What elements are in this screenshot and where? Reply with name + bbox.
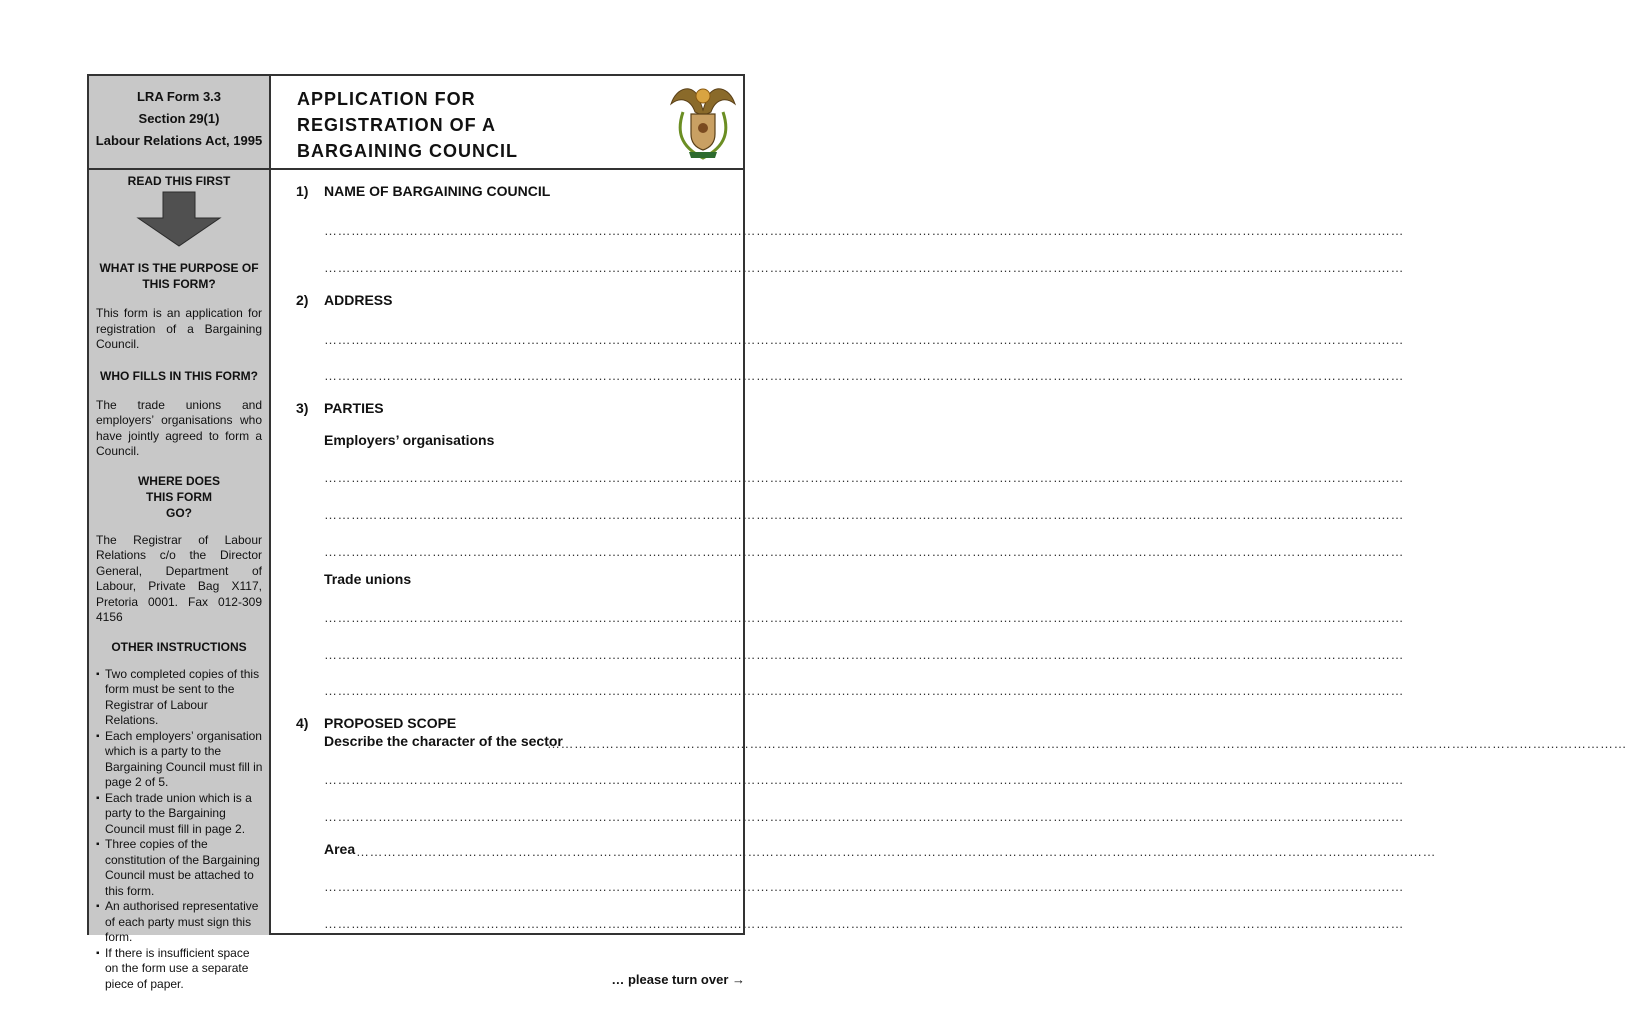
- who-text: The trade unions and employers’ organisations who have jointly agreed to form a Council.: [96, 397, 262, 458]
- who-heading: WHO FILLS IN THIS FORM?: [100, 368, 258, 383]
- section-2-heading: [296, 292, 392, 308]
- section-1-heading: [296, 183, 550, 199]
- sector-description-label: Describe the character of the sector: [324, 733, 563, 749]
- down-arrow-icon: [134, 192, 224, 248]
- area-line-1[interactable]: ……………………………………………………………………………………………………………………………………………………………………………………………………………………: [324, 879, 1404, 894]
- section-label: PROPOSED SCOPE: [324, 715, 457, 731]
- section-label: PARTIES: [324, 400, 384, 416]
- list-item: ▪ Two completed copies of this form must be sent to the Registrar of Labour Relations.: [96, 667, 263, 729]
- form-number: LRA Form 3.3: [136, 89, 222, 104]
- employers-organisations-label: Employers’ organisations: [324, 432, 495, 448]
- sector-line-2[interactable]: ……………………………………………………………………………………………………………………………………………………………………………………………………………………: [324, 809, 1404, 824]
- where-text: The Registrar of Labour Relations c/o the Director General, Department of Labour, Private Bag X117, Pretoria 0001. Fax 012-309 4156: [96, 532, 262, 624]
- unions-line-3[interactable]: ……………………………………………………………………………………………………………………………………………………………………………………………………………………: [324, 683, 1404, 698]
- act-reference: Labour Relations Act, 1995: [95, 133, 263, 148]
- area-label: Area: [324, 841, 356, 857]
- form-title: [297, 86, 518, 164]
- read-first-heading: READ THIS FIRST: [127, 174, 231, 188]
- coat-of-arms-icon: [667, 82, 739, 162]
- title-line: APPLICATION FOR: [297, 89, 476, 109]
- turn-over-note: … please turn over →: [611, 972, 745, 987]
- section-label: ADDRESS: [324, 292, 393, 308]
- list-item: ▪ An authorised representative of each party must sign this form.: [96, 899, 263, 946]
- council-name-line-2[interactable]: ……………………………………………………………………………………………………………………………………………………………………………………………………………………: [324, 260, 1404, 275]
- section-4-heading: [296, 715, 456, 731]
- unions-line-1[interactable]: ……………………………………………………………………………………………………………………………………………………………………………………………………………………: [324, 610, 1404, 625]
- address-line-2[interactable]: ……………………………………………………………………………………………………………………………………………………………………………………………………………………: [324, 368, 1404, 383]
- instructions-list: [89, 667, 269, 993]
- employers-line-1[interactable]: ……………………………………………………………………………………………………………………………………………………………………………………………………………………: [324, 470, 1404, 485]
- title-line: REGISTRATION OF A: [297, 115, 496, 135]
- list-item: ▪ Each employers’ organisation which is a party to the Bargaining Council must fill in page 2 of 5.: [96, 729, 263, 791]
- title-line: BARGAINING COUNCIL: [297, 141, 518, 161]
- trade-unions-label: Trade unions: [324, 571, 412, 587]
- purpose-text: This form is an application for registration of a Bargaining Council.: [96, 306, 262, 351]
- unions-line-2[interactable]: ……………………………………………………………………………………………………………………………………………………………………………………………………………………: [324, 647, 1404, 662]
- address-line-1[interactable]: ……………………………………………………………………………………………………………………………………………………………………………………………………………………: [324, 332, 1404, 347]
- other-instructions-heading: OTHER INSTRUCTIONS: [111, 639, 247, 654]
- area-line-2[interactable]: ……………………………………………………………………………………………………………………………………………………………………………………………………………………: [324, 916, 1404, 931]
- header-divider: [89, 168, 743, 170]
- section-number: 3): [296, 400, 309, 416]
- form-identification: [89, 86, 269, 152]
- list-item: ▪ Three copies of the constitution of the Bargaining Council must be attached to this form.: [96, 837, 263, 899]
- section-number: 1): [296, 183, 309, 199]
- section-number: 4): [296, 715, 309, 731]
- section-label: NAME OF BARGAINING COUNCIL: [324, 183, 551, 199]
- council-name-line-1[interactable]: ……………………………………………………………………………………………………………………………………………………………………………………………………………………: [324, 223, 1404, 238]
- employers-line-3[interactable]: ……………………………………………………………………………………………………………………………………………………………………………………………………………………: [324, 544, 1404, 559]
- where-heading: WHERE DOES THIS FORM GO?: [137, 473, 220, 520]
- purpose-heading: WHAT IS THE PURPOSE OF THIS FORM?: [99, 261, 259, 291]
- column-divider: [269, 76, 271, 933]
- sector-line-1[interactable]: ……………………………………………………………………………………………………………………………………………………………………………………………………………………: [324, 772, 1404, 787]
- section-3-heading: [296, 400, 384, 416]
- employers-line-2[interactable]: ……………………………………………………………………………………………………………………………………………………………………………………………………………………: [324, 507, 1404, 522]
- list-item: ▪ Each trade union which is a party to the Bargaining Council must fill in page 2.: [96, 791, 263, 838]
- section-number: 2): [296, 292, 309, 308]
- section-reference: Section 29(1): [138, 111, 220, 126]
- list-item: ▪ If there is insufficient space on the form use a separate piece of paper.: [96, 946, 263, 993]
- instructions-sidebar: [89, 170, 269, 991]
- area-line-0[interactable]: ……………………………………………………………………………………………………………………………………………………………………………………………………………………: [356, 844, 1436, 859]
- sector-line-0[interactable]: ……………………………………………………………………………………………………………………………………………………………………………………………………………………: [547, 736, 1627, 751]
